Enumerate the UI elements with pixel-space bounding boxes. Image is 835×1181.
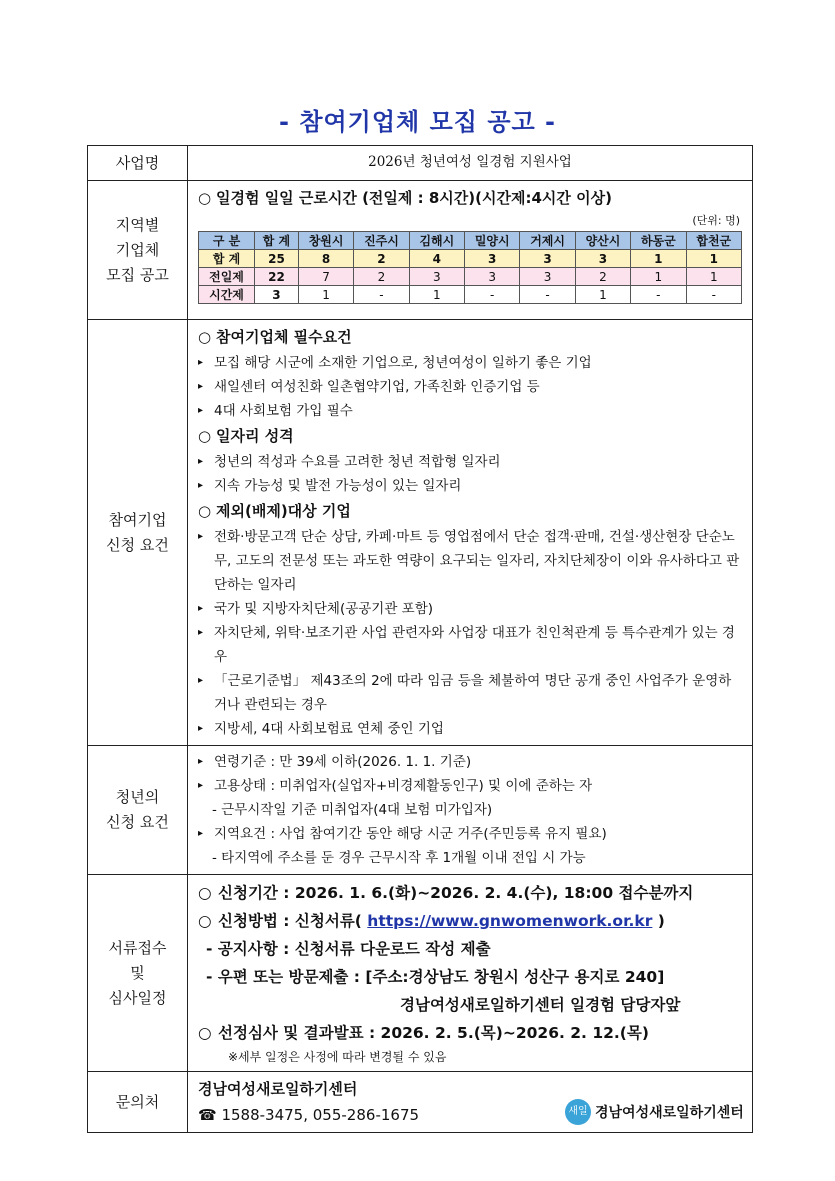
label-line: 및 bbox=[130, 963, 145, 982]
table-cell: 3 bbox=[465, 268, 520, 286]
table-cell: - bbox=[631, 286, 686, 304]
announcement-table bbox=[87, 145, 753, 1133]
table-cell: 2 bbox=[575, 268, 630, 286]
heading-text: 일경험 일일 근로시간 (전일제 : 8시간)(시간제:4시간 이상) bbox=[216, 189, 612, 207]
page-title: - 참여기업체 모집 공고 - bbox=[279, 108, 556, 136]
table-cell: 3 bbox=[520, 268, 575, 286]
label-line: 신청 요건 bbox=[106, 813, 169, 831]
table-cell: 25 bbox=[255, 250, 299, 268]
table-cell: 1 bbox=[686, 268, 741, 286]
table-cell: 4 bbox=[409, 250, 464, 268]
sub-item: - 근무시작일 기준 미취업자(4대 보험 미가입자) bbox=[212, 802, 493, 818]
circle-icon: ○ bbox=[198, 502, 212, 520]
table-cell: 8 bbox=[298, 250, 353, 268]
circle-icon: ○ bbox=[198, 912, 212, 930]
table-cell: 1 bbox=[298, 286, 353, 304]
table-cell: 7 bbox=[298, 268, 353, 286]
table-cell: 2 bbox=[354, 250, 409, 268]
label-line: 기업체 bbox=[115, 240, 160, 259]
table-cell: - bbox=[354, 286, 409, 304]
list-item: ▸ 고용상태 : 미취업자(실업자+비경제활동인구) 및 이에 준하는 자 bbox=[198, 774, 742, 798]
row-business-name bbox=[88, 146, 753, 181]
header-cell: 합천군 bbox=[686, 232, 741, 250]
method-suffix: ) bbox=[657, 912, 665, 930]
schedule-note: ※세부 일정은 사정에 따라 변경될 수 있음 bbox=[228, 1050, 447, 1064]
list-item: ▸ 지방세, 4대 사회보험료 연체 중인 기업 bbox=[198, 717, 742, 741]
table-row bbox=[199, 250, 742, 268]
list-item: ▸ 연령기준 : 만 39세 이하(2026. 1. 1. 기준) bbox=[198, 750, 742, 774]
table-cell: 2 bbox=[354, 268, 409, 286]
header-cell: 합 계 bbox=[255, 232, 299, 250]
circle-icon: ○ bbox=[198, 884, 212, 902]
phone-icon: ☎ bbox=[198, 1106, 217, 1124]
label-line: 서류접수 bbox=[108, 938, 167, 957]
mail-line: - 우편 또는 방문제출 : [주소:경상남도 창원시 성산구 용지로 240] bbox=[206, 968, 665, 986]
period-text: 신청기간 : 2026. 1. 6.(화)~2026. 2. 4.(수), 18:00 접수분까지 bbox=[218, 884, 694, 902]
table-row bbox=[199, 268, 742, 286]
label-contact: 문의처 bbox=[88, 1072, 188, 1133]
table-cell: 1 bbox=[631, 268, 686, 286]
list-item: ▸ 「근로기준법」 제43조의 2에 따라 임금 등을 체불하여 명단 공개 중인 사업주가 운영하거나 관련되는 경우 bbox=[198, 669, 742, 717]
list-item: ▸ 4대 사회보험 가입 필수 bbox=[198, 399, 742, 423]
circle-icon: ○ bbox=[198, 189, 212, 207]
section-heading bbox=[198, 425, 742, 446]
method-text: 신청방법 : 신청서류( bbox=[218, 912, 362, 930]
section-heading bbox=[198, 500, 742, 521]
label-schedule bbox=[88, 875, 188, 1072]
table-cell: 1 bbox=[409, 286, 464, 304]
label-line: 참여기업 bbox=[108, 510, 167, 529]
label-line: 지역별 bbox=[115, 215, 160, 234]
header-cell: 구 분 bbox=[199, 232, 255, 250]
label-line: 모집 공고 bbox=[106, 265, 169, 284]
circle-icon: ○ bbox=[198, 427, 212, 445]
label-line: 청년의 bbox=[115, 788, 160, 806]
company-content bbox=[188, 320, 753, 746]
label-business: 사업명 bbox=[88, 146, 188, 181]
result-text: 선정심사 및 결과발표 : 2026. 2. 5.(목)~2026. 2. 12.(목) bbox=[218, 1024, 649, 1042]
row-regional bbox=[88, 181, 753, 320]
heading-text: 참여기업체 필수요건 bbox=[216, 328, 352, 346]
header-cell: 진주시 bbox=[354, 232, 409, 250]
table-header bbox=[199, 232, 742, 250]
header-cell: 거제시 bbox=[520, 232, 575, 250]
list-item: ▸ 전화·방문고객 단순 상담, 카페·마트 등 영업점에서 단순 접객·판매, 건설·생산현장 단순노무, 고도의 전문성 또는 과도한 역량이 요구되는 일자리, 자치단체장이 이와 유사하다고 판단하는 일자리 bbox=[198, 525, 742, 597]
list-item: ▸ 새일센터 여성친화 일촌협약기업, 가족친화 인증기업 등 bbox=[198, 375, 742, 399]
logo-mark: 새일 bbox=[565, 1099, 591, 1125]
row-youth-requirements bbox=[88, 746, 753, 875]
business-name: 2026년 청년여성 일경험 지원사업 bbox=[188, 146, 753, 181]
result-line bbox=[198, 1019, 742, 1047]
table-cell: 3 bbox=[255, 286, 299, 304]
header-cell: 김해시 bbox=[409, 232, 464, 250]
label-line: 심사일정 bbox=[108, 988, 167, 1007]
contact-org: 경남여성새로일하기센터 bbox=[198, 1080, 358, 1098]
header-cell: 밀양시 bbox=[465, 232, 520, 250]
sub-item: - 타지역에 주소를 둔 경우 근무시작 후 1개월 이내 전입 시 가능 bbox=[212, 850, 586, 866]
header-cell: 하동군 bbox=[631, 232, 686, 250]
logo-text: 경남여성새로일하기센터 bbox=[595, 1105, 744, 1121]
heading-text: 일자리 성격 bbox=[216, 427, 294, 445]
section-heading bbox=[198, 187, 742, 208]
recruitment-table bbox=[198, 231, 742, 304]
table-cell: - bbox=[520, 286, 575, 304]
circle-icon: ○ bbox=[198, 328, 212, 346]
table-cell: 22 bbox=[255, 268, 299, 286]
table-cell: 시간제 bbox=[199, 286, 255, 304]
list-item: ▸ 국가 및 지방자치단체(공공기관 포함) bbox=[198, 597, 742, 621]
list-item: ▸ 모집 해당 시군에 소재한 기업으로, 청년여성이 일하기 좋은 기업 bbox=[198, 351, 742, 375]
section-heading bbox=[198, 326, 742, 347]
contact-phone: 1588-3475, 055-286-1675 bbox=[221, 1106, 420, 1124]
row-company-requirements bbox=[88, 320, 753, 746]
notice-line: - 공지사항 : 신청서류 다운로드 작성 제출 bbox=[206, 940, 491, 958]
website-link[interactable]: https://www.gnwomenwork.or.kr bbox=[367, 912, 653, 930]
application-method bbox=[198, 907, 742, 935]
list-item: ▸ 청년의 적성과 수요를 고려한 청년 적합형 일자리 bbox=[198, 450, 742, 474]
label-company bbox=[88, 320, 188, 746]
application-period bbox=[198, 879, 742, 907]
table-cell: 3 bbox=[520, 250, 575, 268]
mail-line-2: 경남여성새로일하기센터 일경험 담당자앞 bbox=[400, 996, 681, 1014]
youth-content bbox=[188, 746, 753, 875]
table-cell: 합 계 bbox=[199, 250, 255, 268]
regional-content bbox=[188, 181, 753, 320]
row-schedule bbox=[88, 875, 753, 1072]
header-cell: 창원시 bbox=[298, 232, 353, 250]
table-cell: 전일제 bbox=[199, 268, 255, 286]
list-item: ▸ 자치단체, 위탁·보조기관 사업 관련자와 사업장 대표가 친인척관계 등 특수관계가 있는 경우 bbox=[198, 621, 742, 669]
table-row bbox=[199, 286, 742, 304]
table-cell: 1 bbox=[631, 250, 686, 268]
heading-text: 제외(배제)대상 기업 bbox=[216, 502, 351, 520]
table-cell: 1 bbox=[686, 250, 741, 268]
unit-note: (단위: 명) bbox=[692, 214, 740, 227]
label-youth bbox=[88, 746, 188, 875]
header-cell: 양산시 bbox=[575, 232, 630, 250]
table-cell: - bbox=[686, 286, 741, 304]
list-item: ▸ 지역요건 : 사업 참여기간 동안 해당 시군 거주(주민등록 유지 필요) bbox=[198, 822, 742, 846]
schedule-content bbox=[188, 875, 753, 1072]
label-line: 신청 요건 bbox=[106, 535, 169, 554]
table-cell: 3 bbox=[575, 250, 630, 268]
label-regional bbox=[88, 181, 188, 320]
table-cell: - bbox=[465, 286, 520, 304]
circle-icon: ○ bbox=[198, 1024, 212, 1042]
list-item: ▸ 지속 가능성 및 발전 가능성이 있는 일자리 bbox=[198, 474, 742, 498]
footer-logo bbox=[565, 1099, 744, 1125]
table-cell: 1 bbox=[575, 286, 630, 304]
table-cell: 3 bbox=[465, 250, 520, 268]
table-cell: 3 bbox=[409, 268, 464, 286]
